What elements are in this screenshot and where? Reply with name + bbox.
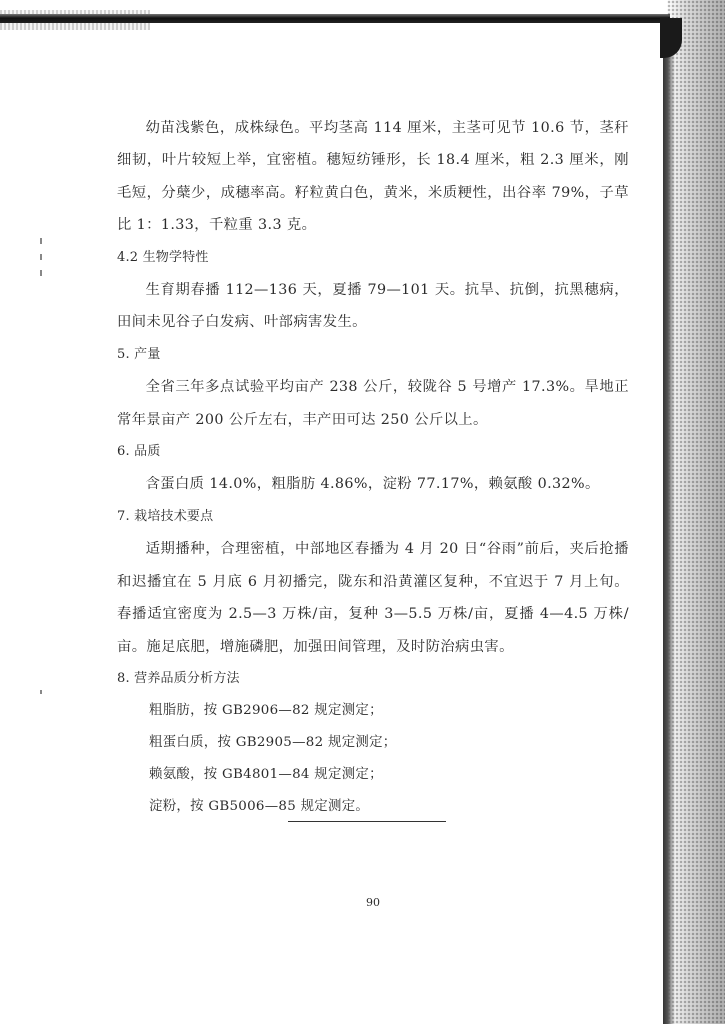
end-divider-rule [288,821,446,822]
scan-speck [40,270,42,276]
book-spine-edge [663,22,675,1024]
section-heading-yield: 5. 产量 [117,346,161,362]
scan-speck [40,238,42,244]
analysis-method-item: 赖氨酸，按 GB4801—84 规定测定； [149,767,383,783]
scan-speck [40,690,42,694]
section-heading-analysis: 8. 营养品质分析方法 [117,670,240,686]
book-spine-shadow [667,0,725,1024]
page-number: 90 [366,896,380,909]
analysis-method-item: 粗蛋白质，按 GB2905—82 规定测定； [149,735,397,751]
biology-paragraph: 生育期春播 112—136 天，夏播 79—101 天。抗旱、抗倒，抗黑穗病，田间未见谷子白发病、叶部病害发生。 [117,282,629,331]
scan-top-edge [0,14,670,23]
section-heading-biology: 4.2 生物学特性 [117,249,209,265]
yield-paragraph: 全省三年多点试验平均亩产 238 公斤，较陇谷 5 号增产 17.3%。旱地正常年景亩产 200 公斤左右，丰产田可达 250 公斤以上。 [117,379,629,428]
section-heading-quality: 6. 品质 [117,444,161,460]
analysis-method-item: 粗脂肪，按 GB2906—82 规定测定； [149,703,383,719]
section-heading-cultivation: 7. 栽培技术要点 [117,508,214,524]
quality-paragraph: 含蛋白质 14.0%，粗脂肪 4.86%，淀粉 77.17%，赖氨酸 0.32%。 [145,476,600,493]
page-body [117,112,629,823]
scan-speck [40,254,42,260]
morphology-paragraph: 幼苗浅紫色，成株绿色。平均茎高 114 厘米，主茎可见节 10.6 节，茎秆细韧，叶片较短上举，宜密植。穗短纺锤形，长 18.4 厘米，粗 2.3 厘米，刚毛短，分蘖少，成穗率高。籽粒黄白色，黄米，米质粳性，出谷率 79%，子草比 1：1.33，千粒重 3.3 克。 [117,120,629,234]
analysis-method-item: 淀粉，按 GB5006—85 规定测定。 [149,799,370,815]
cultivation-paragraph: 适期播种，合理密植，中部地区春播为 4 月 20 日“谷雨”前后，夹后抢播和迟播宜在 5 月底 6 月初播完，陇东和沿黄灌区复种，不宜迟于 7 月上旬。春播适宜密度为 2.5—3 万株/亩，复种 3—5.5 万株/亩，夏播 4—4.5 万株/亩。施足底肥，增施磷肥，加强田间管理，及时防治病虫害。 [117,541,629,655]
